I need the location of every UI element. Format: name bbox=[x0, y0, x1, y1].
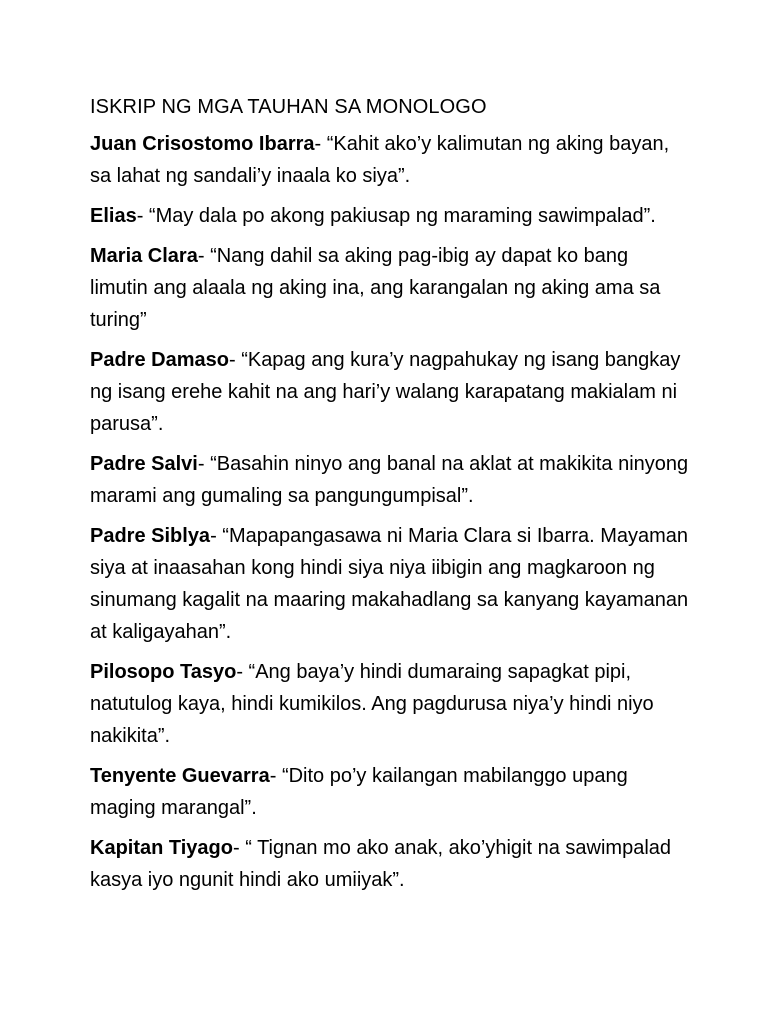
monologue-entry-padre-siblya bbox=[90, 520, 690, 648]
separator: - bbox=[233, 837, 246, 859]
separator: - bbox=[197, 245, 211, 267]
character-name: Padre Salvi bbox=[90, 453, 198, 475]
separator: - bbox=[210, 525, 223, 547]
character-quote: “Mapapangasawa ni Maria Clara si Ibarra. Mayaman siya at inaasahan kong hindi siya niya iibigin ang magkaroon ng sinumang kagalit na maaring makahadlang sa kanyang kayamanan at kaligayahan”. bbox=[90, 525, 689, 643]
character-name: Padre Damaso bbox=[90, 349, 229, 371]
monologue-entry-maria-clara bbox=[90, 240, 690, 336]
character-name: Kapitan Tiyago bbox=[90, 837, 233, 859]
monologue-entry-kapitan-tiyago bbox=[90, 832, 690, 896]
document-title: ISKRIP NG MGA TAUHAN SA MONOLOGO bbox=[90, 96, 487, 118]
character-quote: “Basahin ninyo ang banal na aklat at makikita ninyong marami ang gumaling sa pangungumpisal”. bbox=[90, 453, 689, 507]
character-name: Padre Siblya bbox=[90, 525, 211, 547]
character-quote: “Nang dahil sa aking pag-ibig ay dapat ko bang limutin ang alaala ng aking ina, ang karangalan ng aking ama sa turing” bbox=[90, 245, 661, 331]
separator: - bbox=[197, 453, 211, 475]
character-name: Elias bbox=[90, 205, 137, 227]
character-quote: “Kahit ako’y kalimutan ng aking bayan, sa lahat ng sandali’y inaala ko siya”. bbox=[90, 133, 670, 187]
monologue-entry-ibarra bbox=[90, 128, 690, 192]
character-name: Maria Clara bbox=[90, 245, 198, 267]
separator: - bbox=[236, 661, 249, 683]
monologue-entry-elias bbox=[90, 200, 690, 232]
character-name: Tenyente Guevarra bbox=[90, 765, 270, 787]
monologue-entry-padre-salvi bbox=[90, 448, 690, 512]
separator: - bbox=[136, 205, 149, 227]
document-page bbox=[90, 92, 690, 904]
character-name: Juan Crisostomo Ibarra bbox=[90, 133, 315, 155]
character-quote: “Ang baya’y hindi dumaraing sapagkat pipi, natutulog kaya, hindi kumikilos. Ang pagdurusa niya’y hindi niyo nakikita”. bbox=[90, 661, 654, 747]
separator: - bbox=[314, 133, 327, 155]
separator: - bbox=[269, 765, 282, 787]
separator: - bbox=[228, 349, 242, 371]
character-quote: “Dito po’y kailangan mabilanggo upang maging marangal”. bbox=[90, 765, 628, 819]
character-quote: “Kapag ang kura’y nagpahukay ng isang bangkay ng isang erehe kahit na ang hari’y walang karapatang makialam ni parusa”. bbox=[90, 349, 681, 435]
monologue-entry-padre-damaso bbox=[90, 344, 690, 440]
character-name: Pilosopo Tasyo bbox=[90, 661, 237, 683]
monologue-entry-pilosopo-tasyo bbox=[90, 656, 690, 752]
character-quote: “May dala po akong pakiusap ng maraming sawimpalad”. bbox=[148, 205, 656, 227]
character-quote: “ Tignan mo ako anak, ako’yhigit na sawimpalad kasya iyo ngunit hindi ako umiiyak”. bbox=[90, 837, 672, 891]
monologue-entry-tenyente-guevarra bbox=[90, 760, 690, 824]
